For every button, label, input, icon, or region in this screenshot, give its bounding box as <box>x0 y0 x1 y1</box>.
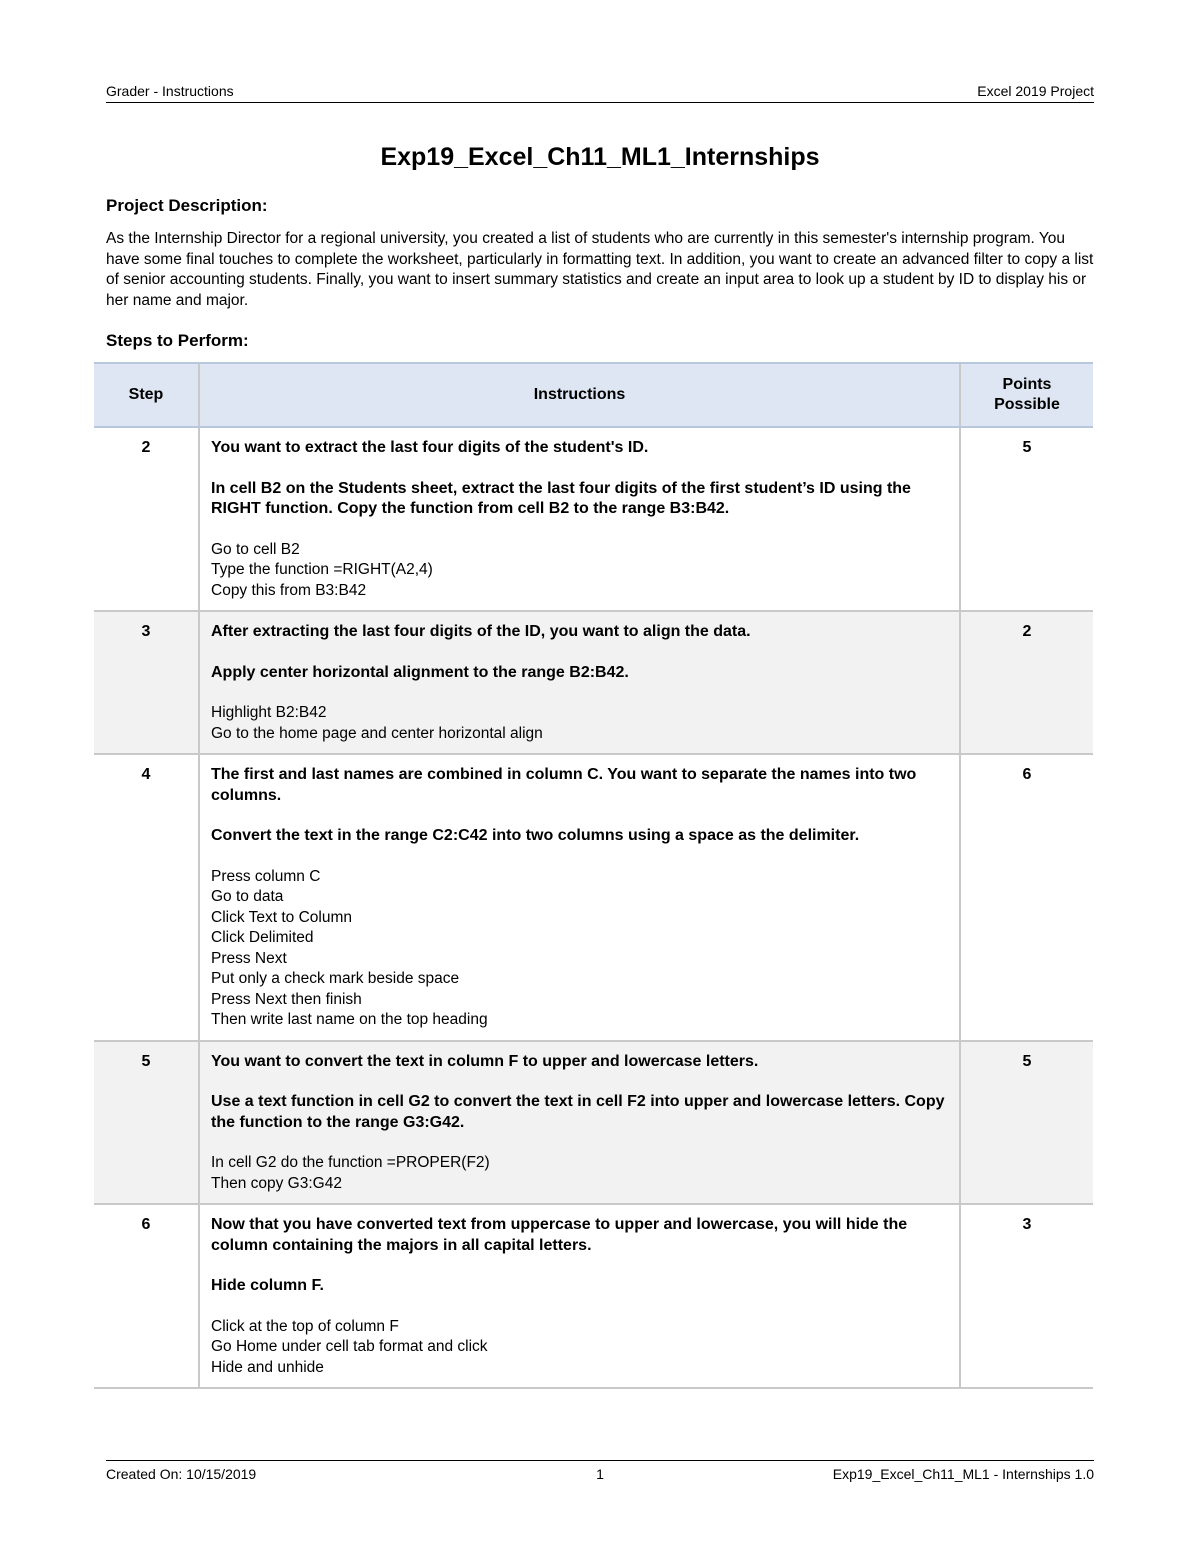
steps-table-body <box>94 427 1093 1388</box>
step-notes <box>211 540 948 602</box>
step-context-text: You want to extract the last four digits of the student's ID. <box>211 439 649 456</box>
step-note-line: Click at the top of column F <box>211 1317 399 1335</box>
step-note-line: Press Next then finish <box>211 990 362 1008</box>
step-number: 3 <box>94 611 199 754</box>
step-number: 4 <box>94 754 199 1041</box>
step-note-line: Then copy G3:G42 <box>211 1174 342 1192</box>
table-row <box>94 754 1093 1041</box>
step-points: 6 <box>960 754 1093 1041</box>
step-note-line: Highlight B2:B42 <box>211 704 327 721</box>
header-left-text: Grader - Instructions <box>106 83 234 99</box>
step-context-text: After extracting the last four digits of the ID, you want to align the data. <box>211 623 751 640</box>
step-note-line: Then write last name on the top heading <box>211 1011 488 1028</box>
table-row <box>94 611 1093 754</box>
table-row <box>94 427 1093 611</box>
step-task-text: In cell B2 on the Students sheet, extract the last four digits of the first student’s ID using the RIGHT function. Copy the function from cell B2 to the range B3:B42. <box>211 479 911 517</box>
step-context-text: You want to convert the text in column F to upper and lowercase letters. <box>211 1052 759 1070</box>
steps-table <box>94 362 1093 1389</box>
header-right-text: Excel 2019 Project <box>977 83 1094 99</box>
steps-heading: Steps to Perform: <box>106 331 249 350</box>
step-instructions <box>199 1041 960 1205</box>
step-notes <box>211 1153 948 1194</box>
step-task-text: Use a text function in cell G2 to convert the text in cell F2 into upper and lowercase letters. Copy the function to the range G3:G42. <box>211 1093 945 1131</box>
step-note-line: In cell G2 do the function =PROPER(F2) <box>211 1154 490 1171</box>
step-points: 5 <box>960 1041 1093 1205</box>
step-note-line: Go Home under cell tab format and click <box>211 1338 488 1355</box>
step-task-text: Convert the text in the range C2:C42 into two columns using a space as the delimiter. <box>211 827 860 844</box>
step-context-text: The first and last names are combined in column C. You want to separate the names into two columns. <box>211 766 917 804</box>
step-points: 5 <box>960 427 1093 611</box>
step-note-line: Go to data <box>211 888 284 905</box>
project-description-heading: Project Description: <box>106 196 268 215</box>
step-context-text: Now that you have converted text from uppercase to upper and lowercase, you will hide the column containing the majors in all capital letters. <box>211 1216 908 1254</box>
column-header-points <box>960 363 1093 427</box>
step-notes <box>211 1317 948 1379</box>
step-note-line: Go to cell B2 <box>211 540 300 558</box>
step-number: 2 <box>94 427 199 611</box>
step-number: 5 <box>94 1041 199 1205</box>
footer-document-id: Exp19_Excel_Ch11_ML1 - Internships 1.0 <box>832 1466 1094 1482</box>
step-notes <box>211 703 948 744</box>
footer-page-number: 1 <box>596 1466 604 1482</box>
step-notes <box>211 867 948 1031</box>
step-note-line: Go to the home page and center horizontal align <box>211 724 543 742</box>
step-number: 6 <box>94 1204 199 1388</box>
step-points: 3 <box>960 1204 1093 1388</box>
step-points: 2 <box>960 611 1093 754</box>
column-header-instructions: Instructions <box>199 363 960 427</box>
step-note-line: Press Next <box>211 949 287 967</box>
page-header <box>106 83 1094 103</box>
step-task-text: Hide column F. <box>211 1277 324 1294</box>
step-note-line: Click Text to Column <box>211 908 352 926</box>
step-note-line: Press column C <box>211 867 321 885</box>
document-title: Exp19_Excel_Ch11_ML1_Internships <box>380 143 820 171</box>
step-task-text: Apply center horizontal alignment to the range B2:B42. <box>211 663 629 681</box>
page-footer <box>106 1460 1094 1482</box>
footer-created-on: Created On: 10/15/2019 <box>106 1466 257 1482</box>
step-instructions <box>199 754 960 1041</box>
project-description-text: As the Internship Director for a regional university, you created a list of students who are currently in this semester's internship program. You have some final touches to complete the worksheet, particularly in formatting text. In addition, you want to create an advanced filter to copy a list of senior accounting students. Finally, you want to insert summary statistics and create an input area to look up a student by ID to display his or her name and major. <box>106 230 1094 309</box>
step-instructions <box>199 427 960 611</box>
table-row <box>94 1041 1093 1205</box>
step-note-line: Copy this from B3:B42 <box>211 581 367 599</box>
step-note-line: Put only a check mark beside space <box>211 970 460 987</box>
column-header-step: Step <box>94 363 199 427</box>
column-header-points-label: Points Possible <box>994 376 1060 413</box>
step-note-line: Click Delimited <box>211 929 314 946</box>
table-row <box>94 1204 1093 1388</box>
step-instructions <box>199 1204 960 1388</box>
table-header-row <box>94 363 1093 427</box>
step-note-line: Hide and unhide <box>211 1358 324 1376</box>
step-note-line: Type the function =RIGHT(A2,4) <box>211 561 433 578</box>
step-instructions <box>199 611 960 754</box>
